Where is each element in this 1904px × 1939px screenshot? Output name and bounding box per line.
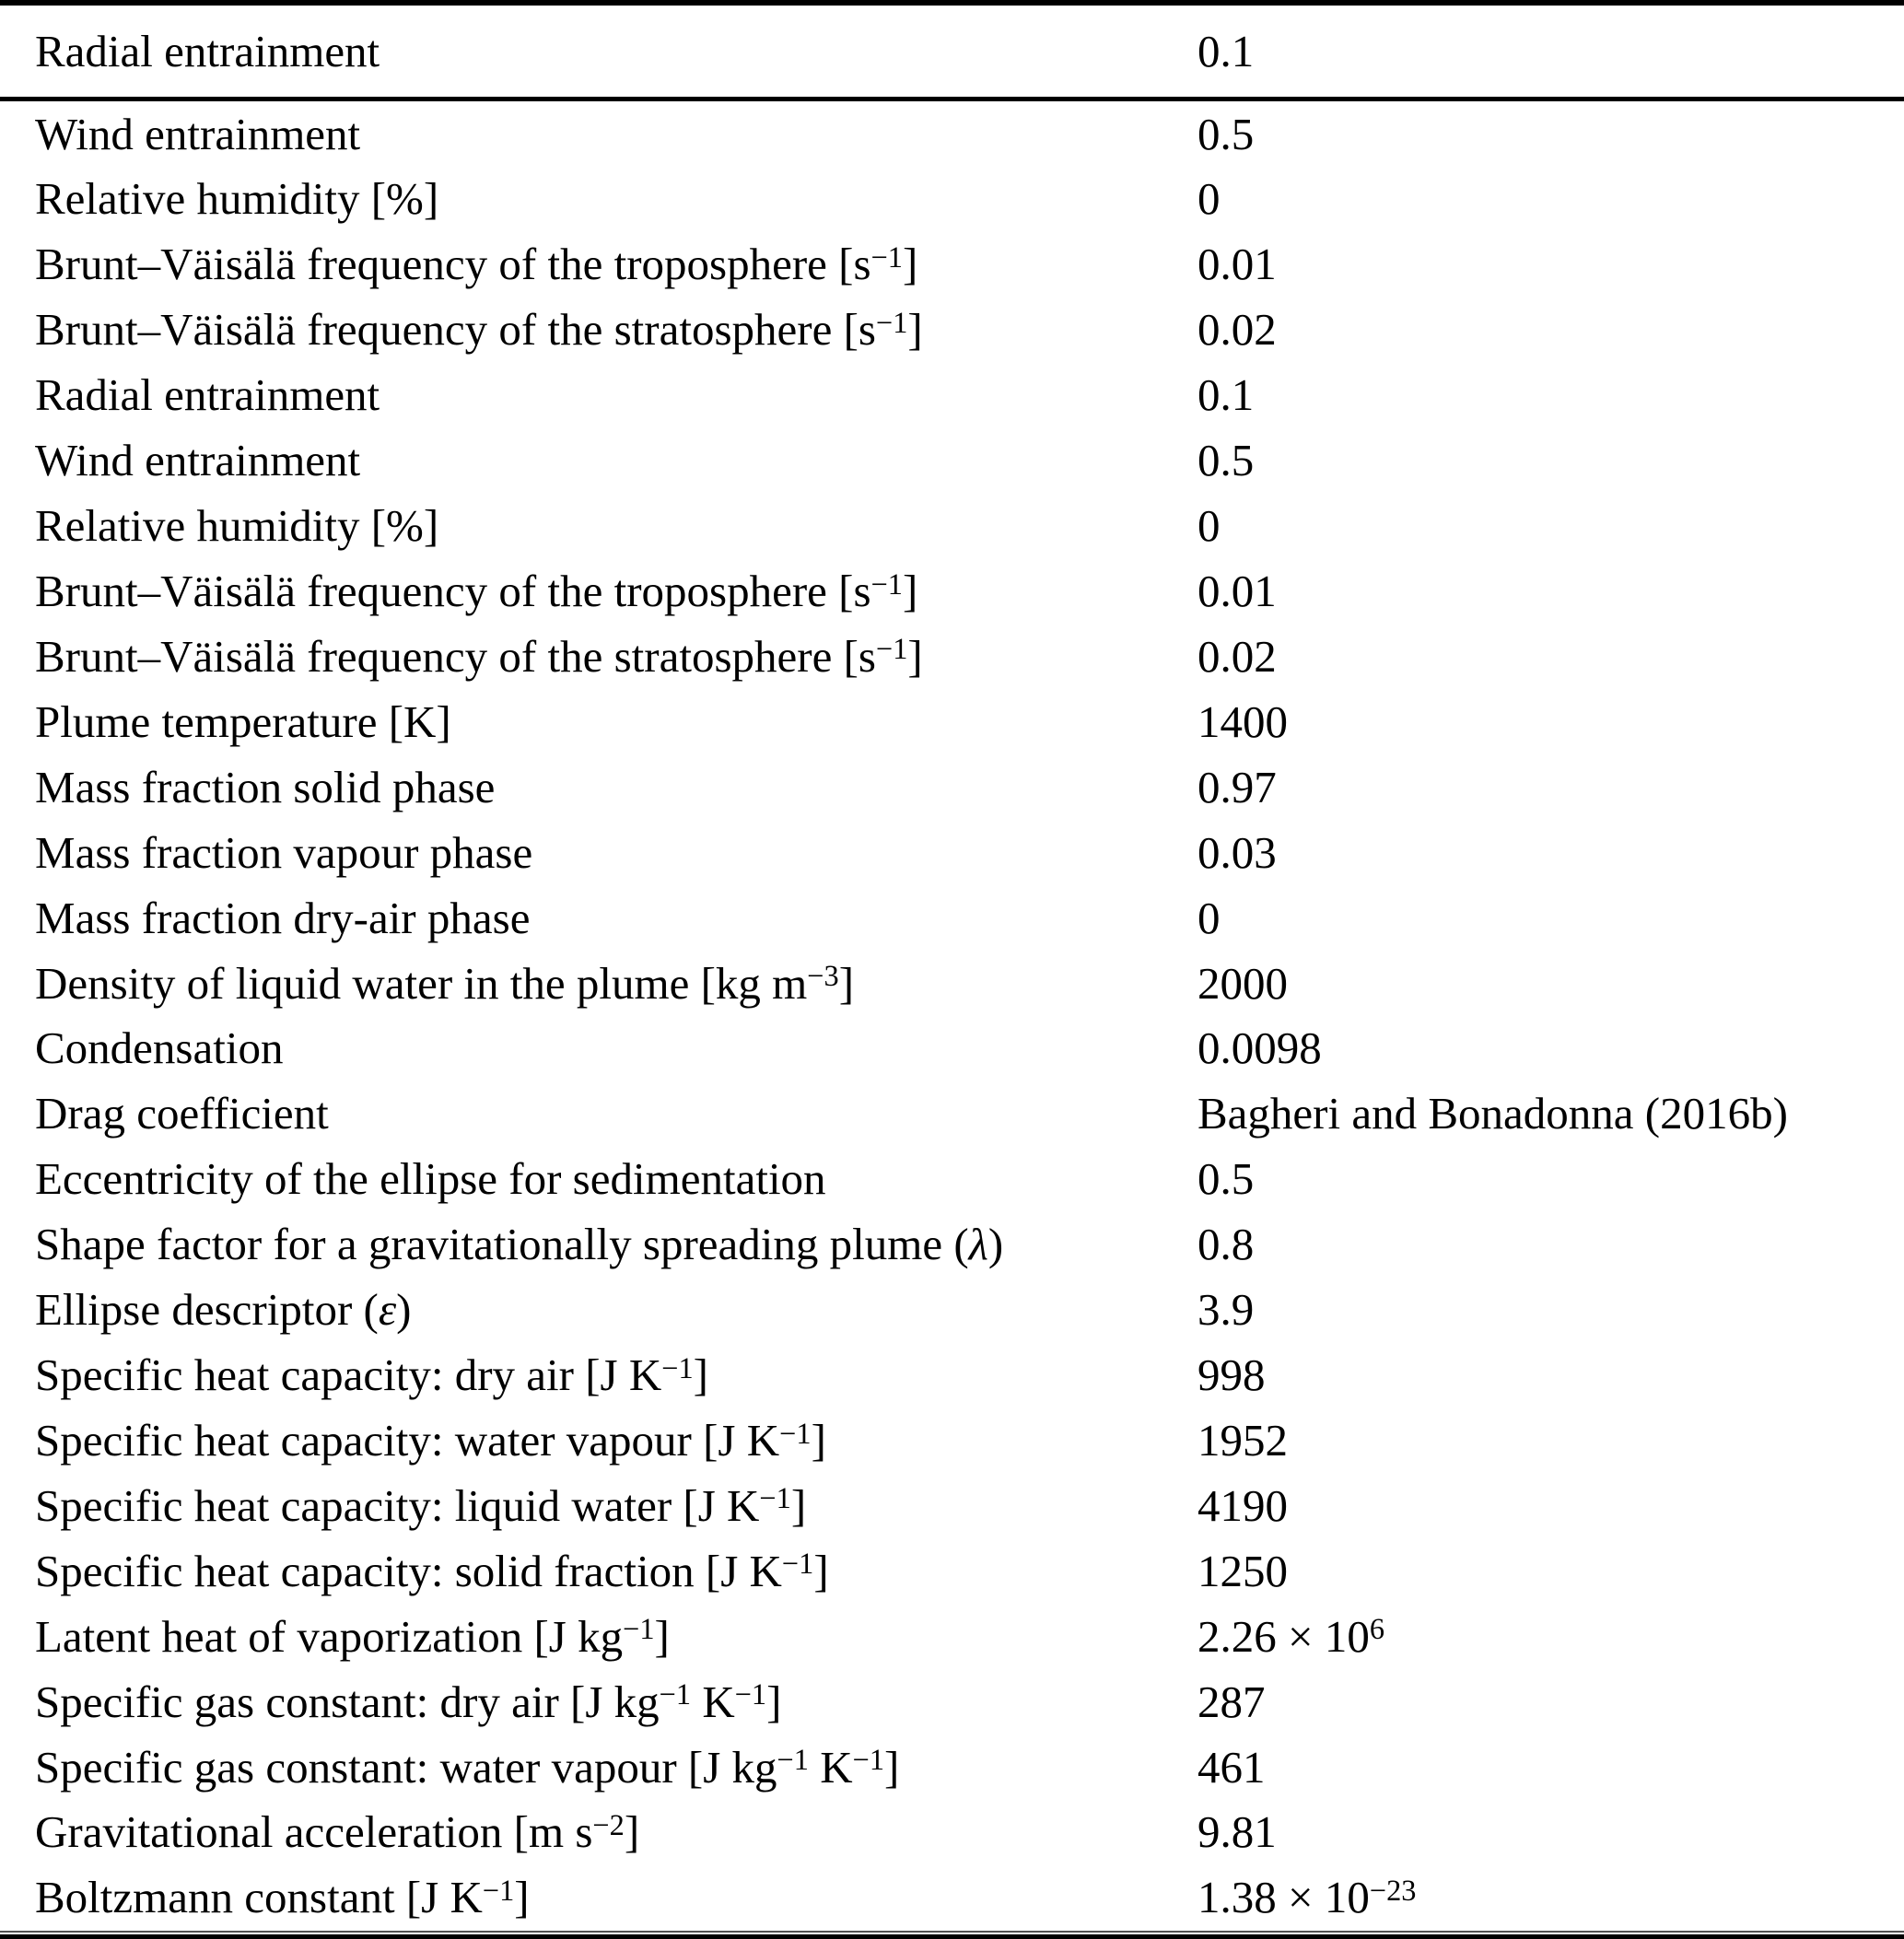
text-segment: ] [514,1872,530,1923]
param-label [35,894,1197,943]
param-value [1197,1612,1904,1662]
table-row [0,1865,1904,1931]
text-segment: Plume temperature [K] [35,695,451,747]
superscript: −1 [777,1743,809,1777]
table-row [0,1669,1904,1735]
text-segment: 3.9 [1197,1284,1255,1336]
param-value [1197,110,1904,159]
text-segment: Wind entrainment [35,108,361,159]
text-segment: ] [902,565,918,616]
superscript: 6 [1369,1612,1385,1646]
table-row [0,951,1904,1016]
text-segment: Relative humidity [%] [35,173,439,225]
param-label [35,1285,1197,1335]
param-value [1197,1154,1904,1204]
text-segment: K [691,1676,735,1727]
superscript: −1 [623,1612,655,1646]
text-segment: 0.1 [1197,25,1255,76]
superscript: −1 [870,239,903,274]
param-value [1197,828,1904,878]
superscript: −1 [870,567,903,601]
text-segment: Specific heat capacity: dry air [J K [35,1349,662,1401]
table-row [0,820,1904,885]
text-segment: K [808,1741,853,1793]
text-segment: λ [968,1219,988,1270]
param-label [35,959,1197,1009]
text-segment: ] [838,957,855,1009]
text-segment: ) [987,1219,1004,1270]
param-value [1197,501,1904,551]
superscript: −1 [482,1873,515,1907]
text-segment: 1.38 × 10 [1197,1872,1370,1923]
table-row [0,1473,1904,1538]
text-segment: 0.01 [1197,565,1277,616]
param-value [1197,1023,1904,1073]
text-segment: 9.81 [1197,1806,1277,1858]
text-segment: 461 [1197,1741,1266,1793]
param-label [35,305,1197,355]
text-segment: ] [884,1741,900,1793]
table-row [0,558,1904,624]
param-label [35,501,1197,551]
text-segment: 0.97 [1197,761,1277,812]
param-value [1197,1481,1904,1531]
superscript: −1 [759,1481,791,1515]
text-segment: Density of liquid water in the plume [kg m [35,957,808,1009]
text-segment: 0 [1197,892,1221,943]
param-label [35,1154,1197,1204]
table-row [0,1735,1904,1800]
text-segment: Brunt–Väisälä frequency of the troposphere [s [35,239,871,290]
text-segment: 0.0098 [1197,1022,1322,1074]
param-label [35,632,1197,682]
text-segment: Eccentricity of the ellipse for sedimentation [35,1153,826,1205]
param-label [35,27,1197,76]
superscript: −1 [779,1416,812,1450]
param-label [35,763,1197,812]
bottom-rule [0,1931,1904,1939]
text-segment: Radial entrainment [35,25,380,76]
text-segment: Wind entrainment [35,435,361,486]
table-row [0,363,1904,428]
param-label [35,1807,1197,1857]
superscript: −1 [875,305,908,339]
param-label [35,1743,1197,1793]
param-label [35,697,1197,747]
param-value [1197,763,1904,812]
param-value [1197,1807,1904,1857]
text-segment: 0.02 [1197,304,1277,356]
param-value [1197,1220,1904,1269]
text-segment: Specific heat capacity: water vapour [J K [35,1414,780,1466]
text-segment: Specific gas constant: dry air [J kg [35,1676,660,1727]
text-segment: ] [790,1479,807,1531]
text-segment: ] [811,1414,826,1466]
param-label [35,828,1197,878]
param-label [35,1612,1197,1662]
superscript: −1 [875,632,908,666]
table-row [0,1800,1904,1865]
superscript: −1 [781,1547,814,1581]
text-segment: 287 [1197,1676,1266,1727]
text-segment: 0.03 [1197,826,1277,878]
param-label [35,1873,1197,1922]
text-segment: Ellipse descriptor ( [35,1284,379,1336]
param-value [1197,632,1904,682]
text-segment: Brunt–Väisälä frequency of the stratosphere [s [35,304,876,356]
param-label [35,1481,1197,1531]
param-label [35,1220,1197,1269]
text-segment: Brunt–Väisälä frequency of the troposphere [s [35,565,871,616]
param-value [1197,174,1904,224]
param-value [1197,1089,1904,1139]
text-segment: 0 [1197,173,1221,225]
parameters-table-body [0,101,1904,1931]
param-label [35,567,1197,616]
text-segment: ] [902,239,918,290]
table-row [0,689,1904,754]
param-value [1197,894,1904,943]
table-row [0,101,1904,167]
param-label [35,174,1197,224]
table-row [0,494,1904,559]
table-row [0,1016,1904,1081]
table-row [0,6,1904,97]
text-segment: Radial entrainment [35,369,380,421]
text-segment: ] [654,1610,670,1662]
text-segment: Mass fraction dry-air phase [35,892,531,943]
param-label [35,1416,1197,1466]
superscript: −23 [1369,1873,1417,1907]
table-row [0,754,1904,820]
param-label [35,110,1197,159]
table-row [0,428,1904,494]
superscript: −3 [807,959,839,993]
param-label [35,239,1197,289]
text-segment: Condensation [35,1022,284,1074]
param-label [35,1547,1197,1596]
text-segment: 0.8 [1197,1219,1255,1270]
param-label [35,1089,1197,1139]
text-segment: Relative humidity [%] [35,500,439,552]
param-value [1197,239,1904,289]
superscript: −1 [661,1350,694,1384]
text-segment: ] [907,304,923,356]
text-segment: ε [378,1284,397,1336]
text-segment: 0.01 [1197,239,1277,290]
param-value [1197,1285,1904,1335]
table-row [0,298,1904,363]
table-row [0,624,1904,689]
text-segment: 1400 [1197,695,1288,747]
text-segment: Drag coefficient [35,1088,329,1139]
param-value [1197,1677,1904,1727]
text-segment: 0.02 [1197,630,1277,682]
text-segment: Boltzmann constant [J K [35,1872,483,1923]
table-row [0,1538,1904,1604]
param-label [35,1023,1197,1073]
text-segment: Brunt–Väisälä frequency of the stratosphere [s [35,630,876,682]
table-row [0,1147,1904,1212]
text-segment: ] [907,630,923,682]
param-value [1197,697,1904,747]
text-segment: ] [624,1806,640,1858]
table-row [0,1604,1904,1669]
text-segment: Mass fraction vapour phase [35,826,533,878]
text-segment: 998 [1197,1349,1266,1401]
text-segment: Mass fraction solid phase [35,761,496,812]
text-segment: Specific heat capacity: solid fraction [J K [35,1545,782,1596]
text-segment: Shape factor for a gravitationally spreading plume ( [35,1219,969,1270]
text-segment: ] [693,1349,708,1401]
superscript: −2 [592,1808,625,1842]
text-segment: Specific heat capacity: liquid water [J K [35,1479,760,1531]
param-label [35,1350,1197,1400]
table-row [0,1212,1904,1278]
param-value [1197,1873,1904,1922]
table-row [0,1081,1904,1147]
text-segment: 2000 [1197,957,1288,1009]
text-segment: 1952 [1197,1414,1288,1466]
param-value [1197,1743,1904,1793]
text-segment: 0 [1197,500,1221,552]
param-value [1197,305,1904,355]
text-segment: Bagheri and Bonadonna (2016b) [1197,1088,1788,1139]
param-label [35,436,1197,485]
text-segment: 2.26 × 10 [1197,1610,1370,1662]
text-segment: Gravitational acceleration [m s [35,1806,593,1858]
text-segment: 4190 [1197,1479,1288,1531]
superscript: −1 [659,1677,692,1711]
param-value [1197,1350,1904,1400]
table-row [0,1408,1904,1473]
param-label [35,370,1197,420]
param-value [1197,959,1904,1009]
text-segment: 0.5 [1197,435,1255,486]
superscript: −1 [734,1677,767,1711]
text-segment: 0.1 [1197,369,1255,421]
text-segment: 1250 [1197,1545,1288,1596]
table-row [0,232,1904,298]
superscript: −1 [852,1743,884,1777]
param-value [1197,27,1904,76]
text-segment: ] [813,1545,829,1596]
param-value [1197,1547,1904,1596]
param-label [35,1677,1197,1727]
param-value [1197,567,1904,616]
param-value [1197,436,1904,485]
text-segment: ) [396,1284,412,1336]
text-segment: ] [766,1676,782,1727]
param-value [1197,1416,1904,1466]
text-segment: 0.5 [1197,1153,1255,1205]
table-row [0,1343,1904,1408]
table-row [0,885,1904,951]
text-segment: Latent heat of vaporization [J kg [35,1610,624,1662]
table-row [0,167,1904,232]
text-segment: Specific gas constant: water vapour [J kg [35,1741,777,1793]
table-row [0,1278,1904,1343]
text-segment: 0.5 [1197,108,1255,159]
param-value [1197,370,1904,420]
